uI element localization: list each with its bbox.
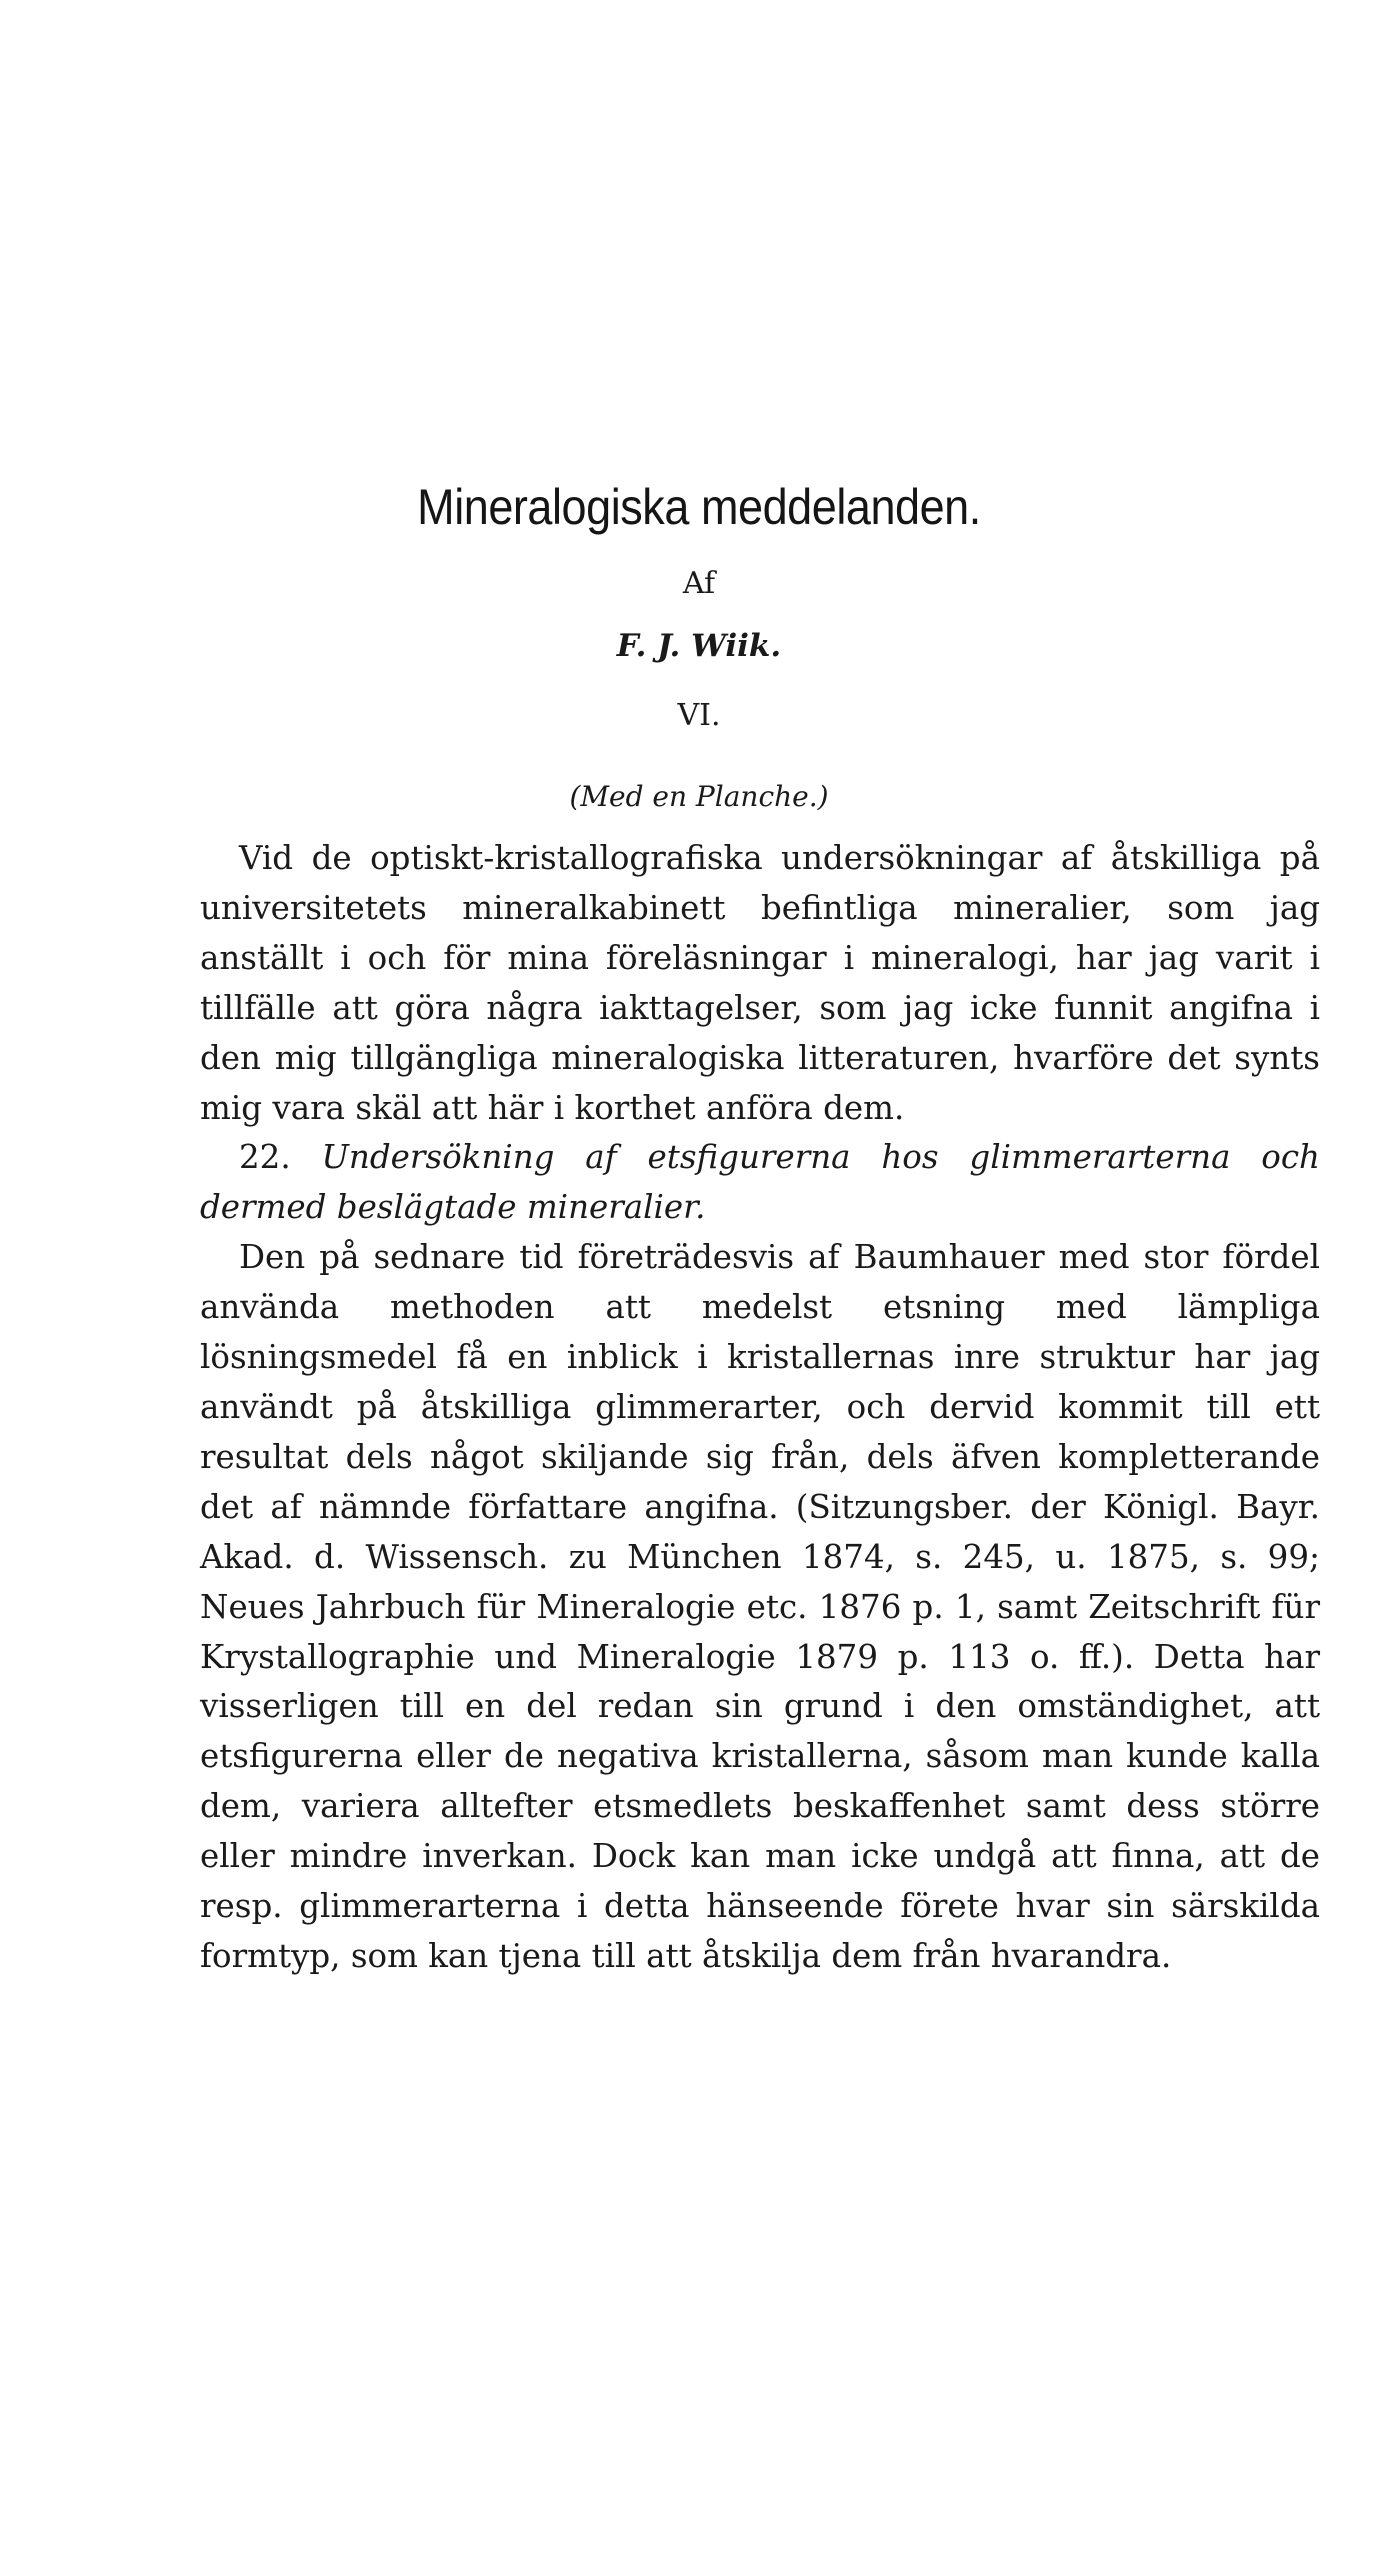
plate-note: (Med en Planche.) [569, 780, 829, 813]
intro-paragraph: Vid de optiskt-kristallografiska undersökningar af åtskilliga på universitetets mineralkabinett befintliga mineralier, som jag anställt i och för mina föreläsningar i mineralogi, har jag varit i tillfälle att göra några iakttagelser, som jag icke funnit angifna i den mig tillgängliga mineralogiska litteraturen, hvarföre det synts mig vara skäl att här i korthet anföra dem. [200, 839, 1320, 1127]
page-title: Mineralogiska meddelanden. [417, 479, 981, 535]
section-heading [200, 1133, 1320, 1233]
article-body [200, 834, 1320, 1982]
section-heading-number: 22. [239, 1138, 291, 1177]
section-heading-title: Undersökning af etsfigurerna hos glimmerarterna och dermed beslägtade mineralier. [200, 1138, 1320, 1227]
section-paragraph: Den på sednare tid företrädesvis af Baumhauer med stor fördel använda methoden att medelst etsning med lämpliga lösningsmedel få en inblick i kristallernas inre struktur har jag användt på åtskilliga glimmerarter, och dervid kommit till ett resultat dels något skiljande sig från, dels äfven kompletterande det af nämnde författare angifna. (Sitzungsber. der Königl. Bayr. Akad. d. Wissensch. zu München 1874, s. 245, u. 1875, s. 99; Neues Jahrbuch für Mineralogie etc. 1876 p. 1, samt Zeitschrift für Krystallographie und Mineralogie 1879 p. 113 o. ff.). Detta har visserligen till en del redan sin grund i den omständighet, att etsfigurerna eller de negativa kristallerna, såsom man kunde kalla dem, variera alltefter etsmedlets beskaffenhet samt dess större eller mindre inverkan. Dock kan man icke undgå att finna, att de resp. glimmerarterna i detta hänseende förete hvar sin särskilda formtyp, som kan tjena till att åtskilja dem från hvarandra. [200, 1238, 1320, 1975]
section-number: VI. [677, 698, 721, 733]
byline-af: Af [682, 566, 716, 601]
author-name: F. J. Wiik. [616, 628, 782, 664]
